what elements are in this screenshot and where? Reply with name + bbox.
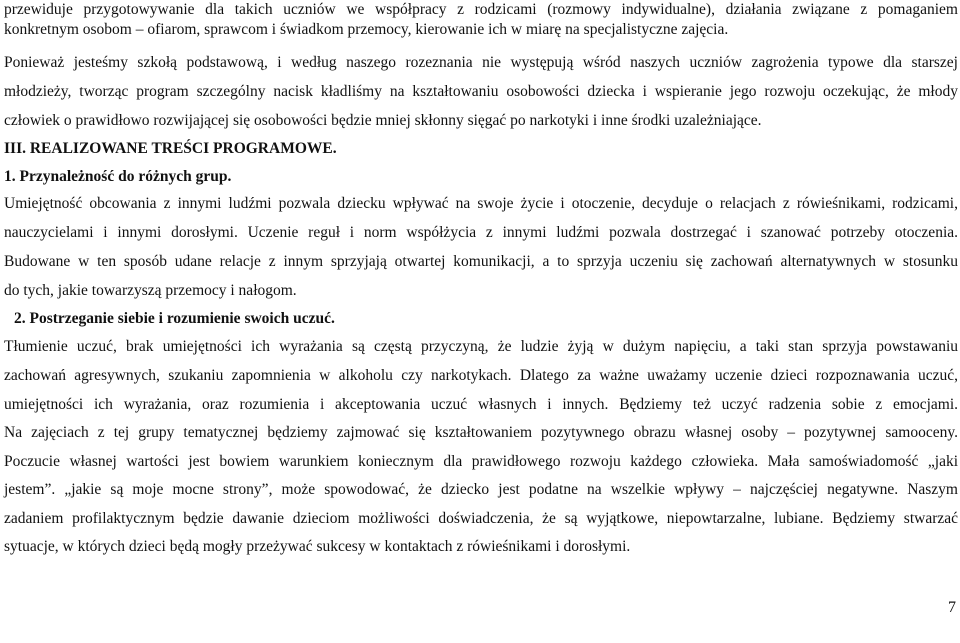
paragraph-line: Ponieważ jesteśmy szkołą podstawową, i według naszego rozeznania nie występują wśród naszych uczniów zagrożenia typowe dla starszej bbox=[4, 54, 958, 71]
paragraph-line: przewiduje przygotowywanie dla takich uczniów we współpracy z rodzicami (rozmowy indywidualne), działania związane z pomaganiem bbox=[4, 1, 958, 18]
paragraph-line: jestem”. „jakie są moje mocne strony”, może spowodować, że dziecko jest podatne na wszelkie wpływy – najczęściej negatywne. Naszym bbox=[4, 481, 958, 498]
paragraph-line: Poczucie własnej wartości jest bowiem warunkiem koniecznym dla prawidłowego rozwoju każdego człowieka. Mała samoświadomość „jaki bbox=[4, 453, 958, 470]
paragraph-line: Umiejętność obcowania z innymi ludźmi pozwala dziecku wpływać na swoje życie i otoczenie, decyduje o relacjach z rówieśnikami, rodzicami, bbox=[4, 195, 958, 212]
paragraph-line: nauczycielami i innymi dorosłymi. Uczenie reguł i norm współżycia z innymi ludźmi pozwala dostrzegać i szanować potrzeby otoczenia. bbox=[4, 224, 958, 241]
paragraph-line: Tłumienie uczuć, brak umiejętności ich wyrażania są częstą przyczyną, że ludzie żyją w dużym napięciu, a taki stan sprzyja powstawaniu bbox=[4, 338, 958, 355]
subsection-heading: 1. Przynależność do różnych grup. bbox=[4, 168, 232, 185]
subsection-heading: 2. Postrzeganie siebie i rozumienie swoich uczuć. bbox=[14, 310, 335, 327]
paragraph-line: umiejętności ich wyrażania, oraz rozumienia i akceptowania uczuć własnych i innych. Będziemy też uczyć radzenia sobie z emocjami. bbox=[4, 396, 958, 413]
paragraph-line: konkretnym osobom – ofiarom, sprawcom i świadkom przemocy, kierowanie ich w miarę na specjalistyczne zajęcia. bbox=[4, 21, 729, 38]
page-number: 7 bbox=[948, 599, 956, 616]
paragraph-line: do tych, jakie towarzyszą przemocy i nałogom. bbox=[4, 282, 297, 299]
section-heading: III. REALIZOWANE TREŚCI PROGRAMOWE. bbox=[4, 140, 337, 157]
paragraph-line: Budowane w ten sposób udane relacje z innym sprzyjają otwartej komunikacji, a to sprzyja uczeniu się zachowań alternatywnych w stosunku bbox=[4, 253, 958, 270]
paragraph-line: zadaniem profilaktycznym będzie dawanie dzieciom możliwości doświadczenia, że są wyjątkowe, niepowtarzalne, lubiane. Będziemy stwarzać bbox=[4, 510, 958, 527]
paragraph-line: człowiek o prawidłowo rozwijającej się osobowości będzie mniej skłonny sięgać po narkotyki i inne środki uzależniające. bbox=[4, 112, 762, 129]
paragraph-line: Na zajęciach z tej grupy tematycznej będziemy zajmować się kształtowaniem pozytywnego obrazu własnej osoby – pozytywnej samooceny. bbox=[4, 424, 958, 441]
paragraph-line: zachowań agresywnych, szukaniu zapomnienia w alkoholu czy narkotykach. Dlatego za ważne uważamy uczenie dzieci rozpoznawania uczuć, bbox=[4, 367, 958, 384]
paragraph-line: młodzieży, tworząc program szczególny nacisk kładliśmy na kształtowaniu osobowości dziecka i wspieranie jego rozwoju oczekując, że młody bbox=[4, 83, 958, 100]
paragraph-line: sytuacje, w których dzieci będą mogły przeżywać sukcesy w kontaktach z rówieśnikami i dorosłymi. bbox=[4, 538, 631, 555]
